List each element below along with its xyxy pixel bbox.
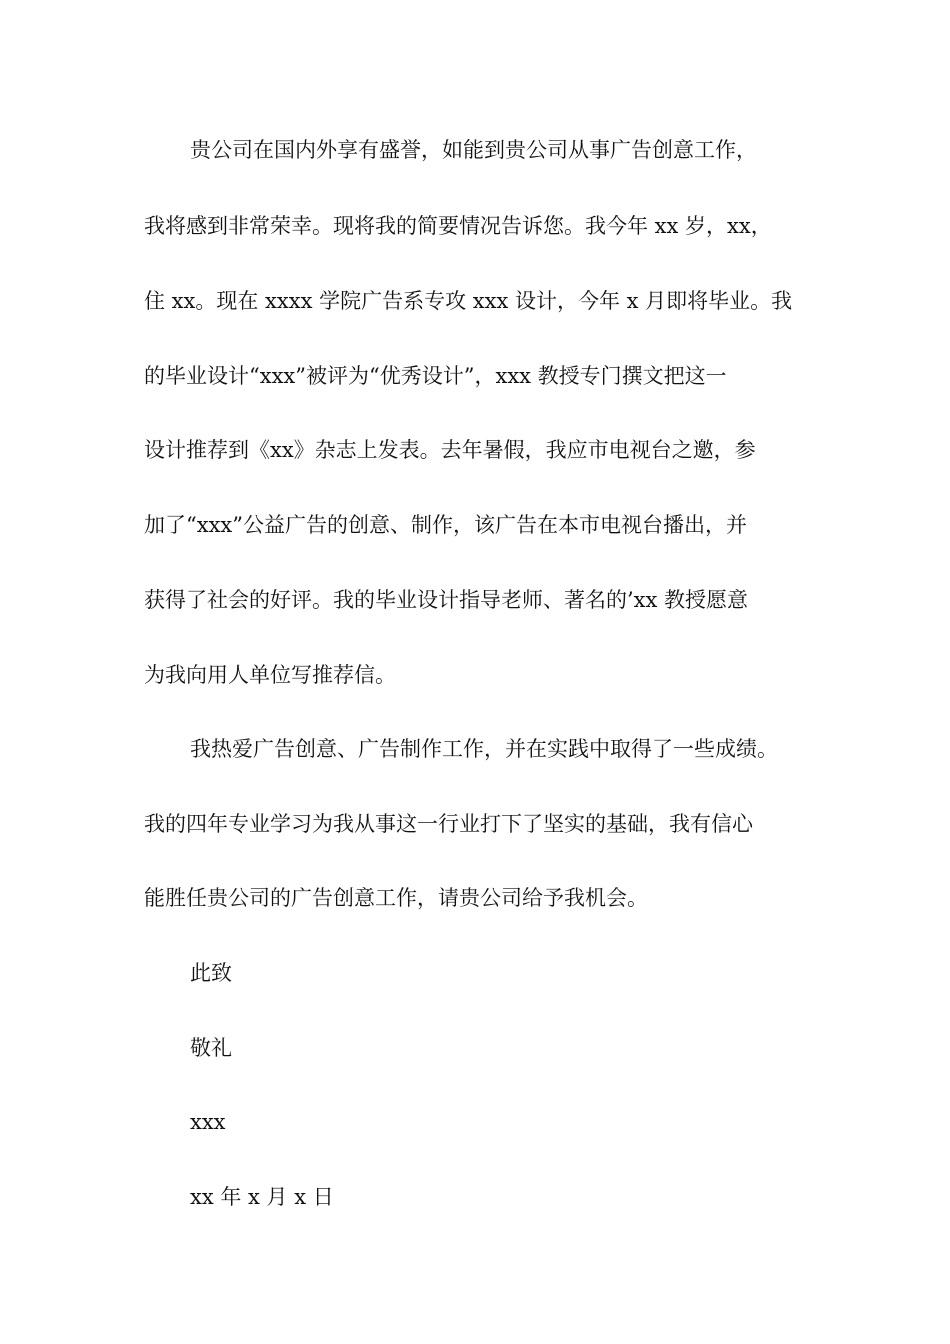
salutation: 敬礼 xyxy=(190,1036,232,1060)
closing: 此致 xyxy=(190,961,232,985)
paragraph-1-line-8: 为我向用人单位写推荐信。 xyxy=(144,663,396,687)
paragraph-1-line-4: 的毕业设计“xxx”被评为“优秀设计”，xxx 教授专门撰文把这一 xyxy=(144,364,727,388)
paragraph-1-line-7: 获得了社会的好评。我的毕业设计指导老师、著名的’xx 教授愿意 xyxy=(144,588,749,612)
paragraph-1-line-6: 加了“xxx”公益广告的创意、制作，该广告在本市电视台播出，并 xyxy=(144,513,747,537)
date: xx 年 x 月 x 日 xyxy=(190,1185,334,1209)
paragraph-1-line-3: 住 xx。现在 xxxx 学院广告系专攻 xxx 设计，今年 x 月即将毕业。我 xyxy=(144,289,793,313)
paragraph-2-line-1: 我热爱广告创意、广告制作工作，并在实践中取得了一些成绩。 xyxy=(190,737,778,761)
signature: xxx xyxy=(190,1110,226,1134)
paragraph-2-line-2: 我的四年专业学习为我从事这一行业打下了坚实的基础，我有信心 xyxy=(144,812,753,836)
paragraph-2-line-3: 能胜任贵公司的广告创意工作，请贵公司给予我机会。 xyxy=(144,886,648,910)
paragraph-1-line-2: 我将感到非常荣幸。现将我的简要情况告诉您。我今年 xx 岁，xx， xyxy=(144,214,772,238)
paragraph-1-line-5: 设计推荐到《xx》杂志上发表。去年暑假，我应市电视台之邀，参 xyxy=(144,438,756,462)
paragraph-1-line-1: 贵公司在国内外享有盛誉，如能到贵公司从事广告创意工作， xyxy=(190,138,757,162)
